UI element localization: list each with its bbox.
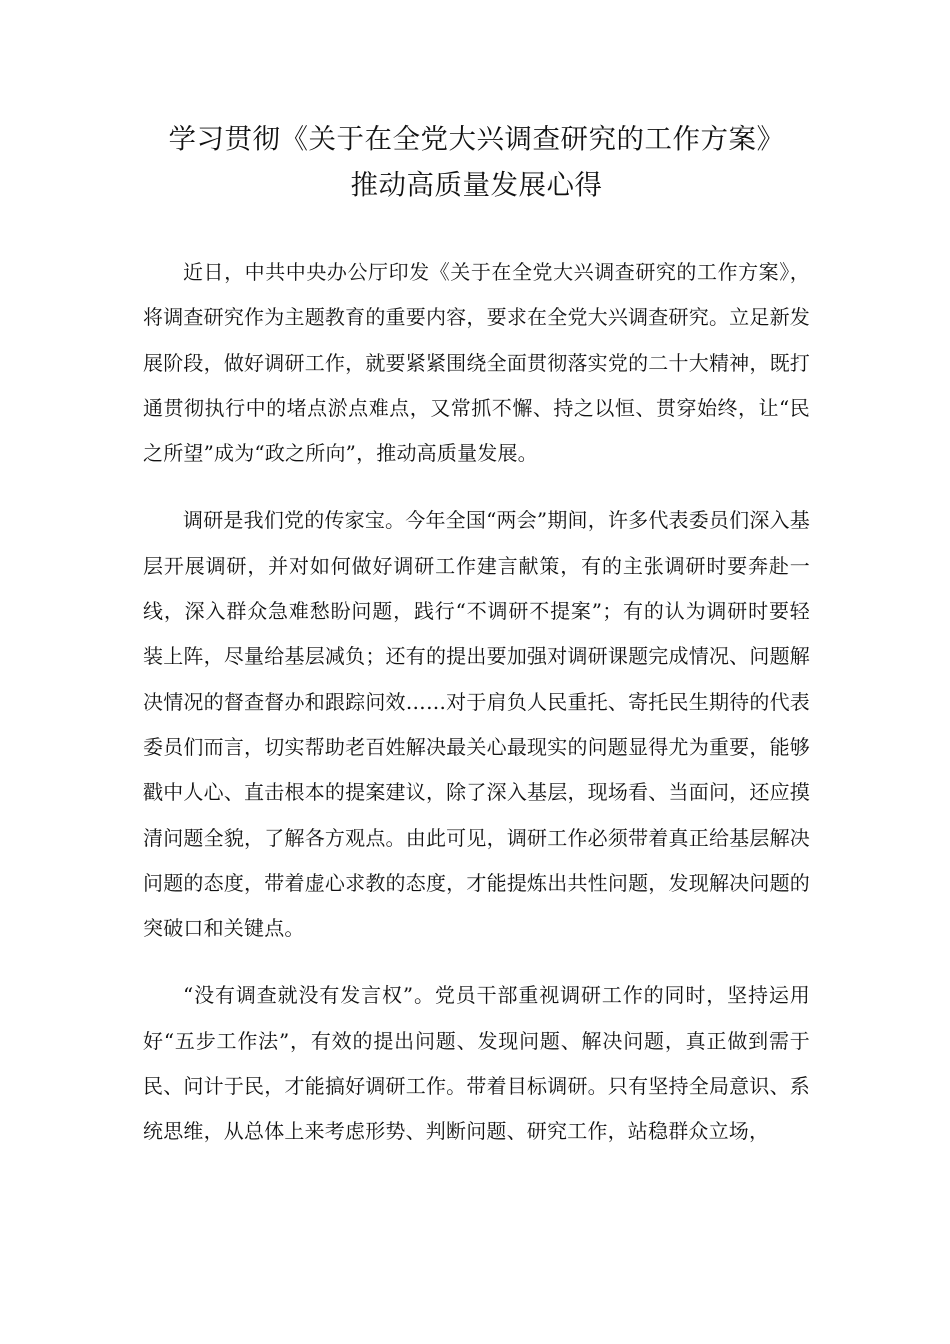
paragraph-2: 调研是我们党的传家宝。今年全国“两会”期间，许多代表委员们深入基层开展调研，并对如何做好调研工作建言献策，有的主张调研时要奔赴一线，深入群众急难愁盼问题，践行“不调研不提案”；有的认为调研时要轻装上阵，尽量给基层减负；还有的提出要加强对调研课题完成情况、问题解决情况的督查督办和跟踪问效……对于肩负人民重托、寄托民生期待的代表委员们而言，切实帮助老百姓解决最关心最现实的问题显得尤为重要，能够戳中人心、直击根本的提案建议，除了深入基层，现场看、当面问，还应摸清问题全貌，了解各方观点。由此可见，调研工作必须带着真正给基层解决问题的态度，带着虚心求教的态度，才能提炼出共性问题，发现解决问题的突破口和关键点。 <box>143 508 810 941</box>
title-line-2: 推动高质量发展心得 <box>350 169 603 201</box>
paragraph-1: 近日，中共中央办公厅印发《关于在全党大兴调查研究的工作方案》，将调查研究作为主题教育的重要内容，要求在全党大兴调查研究。立足新发展阶段，做好调研工作，就要紧紧围绕全面贯彻落实党的二十大精神，既打通贯彻执行中的堵点淤点难点，又常抓不懈、持之以恒、贯穿始终，让“民之所望”成为“政之所向”，推动高质量发展。 <box>143 260 810 466</box>
document-title <box>143 116 810 208</box>
title-line-1: 学习贯彻《关于在全党大兴调查研究的工作方案》 <box>168 123 785 155</box>
paragraph-3: “没有调查就没有发言权”。党员干部重视调研工作的同时，坚持运用好“五步工作法”，有效的提出问题、发现问题、解决问题，真正做到需于民、问计于民，才能搞好调研工作。带着目标调研。只有坚持全局意识、系统思维，从总体上来考虑形势、判断问题、研究工作，站稳群众立场， <box>143 983 810 1144</box>
